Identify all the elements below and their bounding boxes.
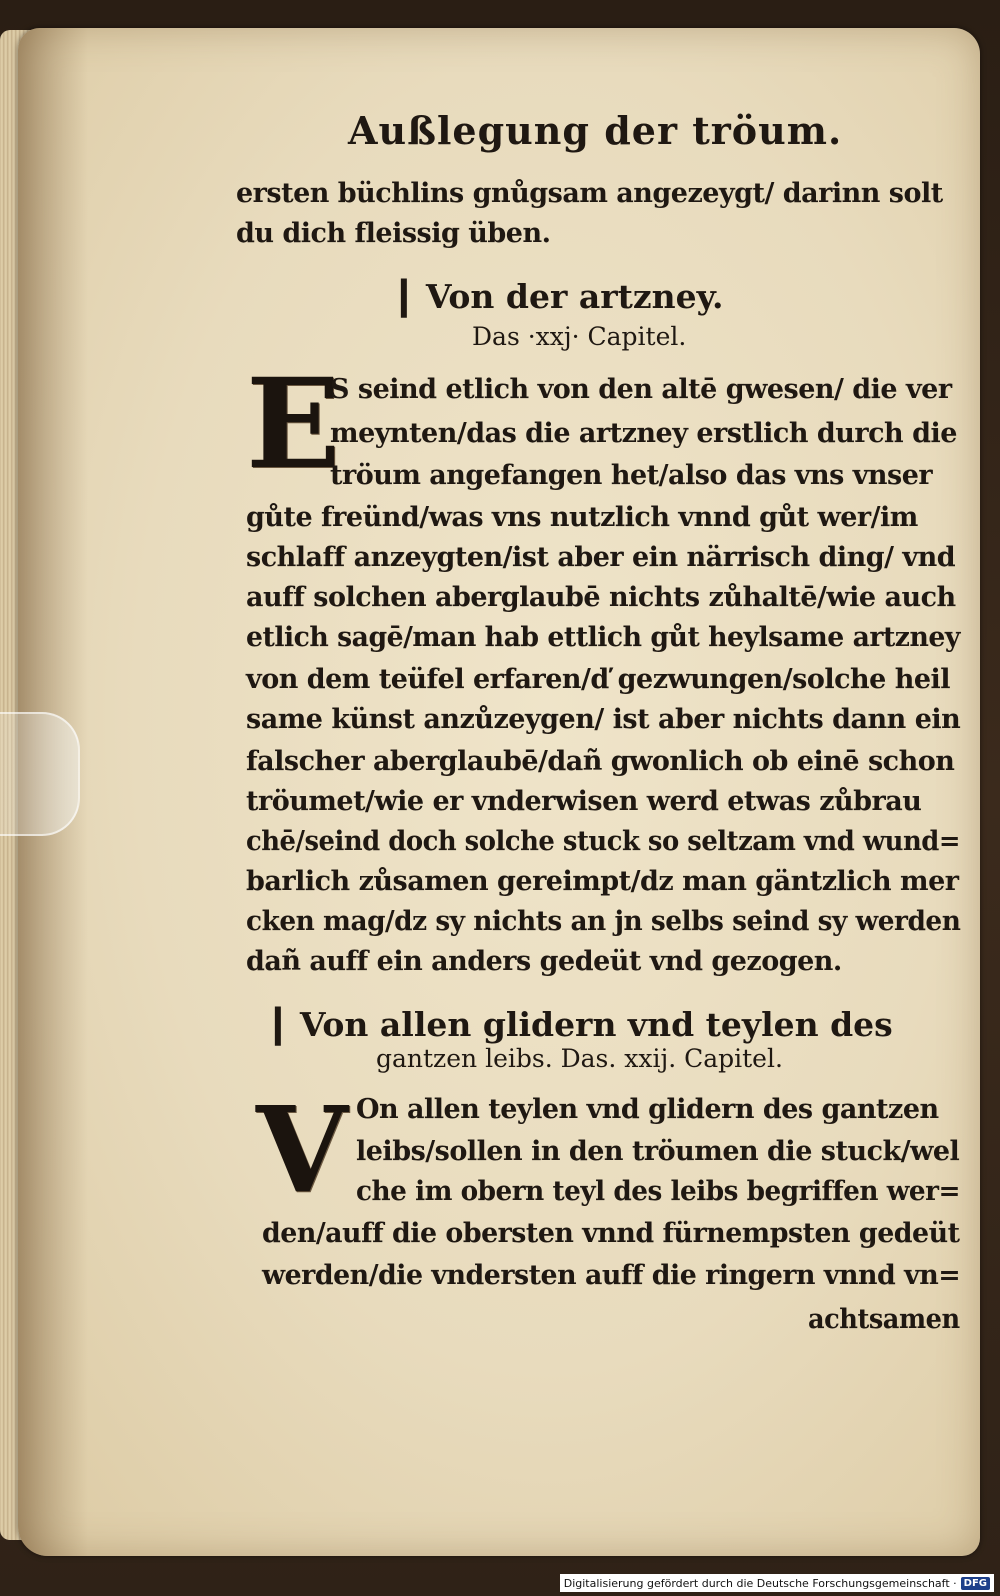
dfg-logo: DFG	[961, 1577, 990, 1590]
chapter-21-line: meynten/das die artzney erstlich durch die	[330, 418, 957, 449]
chapter-22-subtitle: gantzen leibs. Das. xxij. Capitel.	[376, 1044, 783, 1073]
drop-cap-e: E	[246, 352, 341, 497]
chapter-22-line: che im obern teyl des leibs begriffen wer=	[356, 1176, 961, 1207]
chapter-21-line: cken mag/dz sy nichts an jn selbs seind sy werden	[246, 906, 961, 937]
chapter-21-line: falscher aberglaubē/dañ gwonlich ob einē schon	[246, 746, 955, 777]
chapter-22-title	[262, 1000, 893, 1045]
pilcrow-icon: ❙	[391, 272, 417, 317]
chapter-22-title-text: Von allen glidern vnd teylen des	[299, 1005, 893, 1044]
chapter-21-line: S seind etlich von den altē gwesen/ die ver	[330, 374, 952, 405]
chapter-21-title	[388, 272, 723, 317]
chapter-22-line: leibs/sollen in den tröumen die stuck/wel	[356, 1136, 960, 1167]
page-clip	[0, 712, 80, 836]
running-header: Außlegung der tröum.	[348, 108, 843, 153]
chapter-21-line: same künst anzůzeygen/ ist aber nichts dann ein	[246, 704, 961, 735]
chapter-21-line: barlich zůsamen gereimpt/dz man gäntzlich mer	[246, 866, 959, 897]
chapter-21-subtitle: Das ·xxj· Capitel.	[472, 322, 687, 351]
drop-cap-v: V	[256, 1080, 348, 1219]
chapter-21-line: von dem teüfel erfaren/ď gezwungen/solche heil	[246, 664, 951, 695]
footer-text: Digitalisierung gefördert durch die Deutsche Forschungsgemeinschaft ·	[563, 1576, 957, 1590]
chapter-21-title-text: Von der artzney.	[425, 277, 724, 316]
chapter-21-line: auff solchen aberglaubē nichts zůhaltē/wie auch	[246, 582, 956, 613]
chapter-21-line: etlich sagē/man hab ettlich gůt heylsame artzney	[246, 622, 960, 653]
catchword: achtsamen	[808, 1304, 960, 1335]
chapter-21-line: schlaff anzeygten/ist aber ein närrisch ding/ vnd	[246, 542, 956, 573]
chapter-21-line: gůte freünd/was vns nutzlich vnnd gůt wer/im	[246, 502, 918, 533]
intro-line: du dich fleissig üben.	[236, 218, 551, 249]
pilcrow-icon: ❙	[265, 1000, 291, 1045]
digitization-footer	[560, 1574, 994, 1592]
chapter-22-line: On allen teylen vnd glidern des gantzen	[356, 1094, 939, 1125]
chapter-21-line: tröum angefangen het/also das vns vnser	[330, 460, 933, 491]
chapter-22-line: werden/die vndersten auff die ringern vnnd vn=	[262, 1260, 961, 1291]
chapter-21-line: tröumet/wie er vnderwisen werd etwas zůbrau	[246, 786, 922, 817]
chapter-21-line: chē/seind doch solche stuck so seltzam vnd wund=	[246, 826, 961, 857]
chapter-21-line: dañ auff ein anders gedeüt vnd gezogen.	[246, 946, 842, 977]
intro-line: ersten büchlins gnůgsam angezeygt/ darinn solt	[236, 178, 943, 209]
chapter-22-line: den/auff die obersten vnnd fürnempsten gedeüt	[262, 1218, 960, 1249]
